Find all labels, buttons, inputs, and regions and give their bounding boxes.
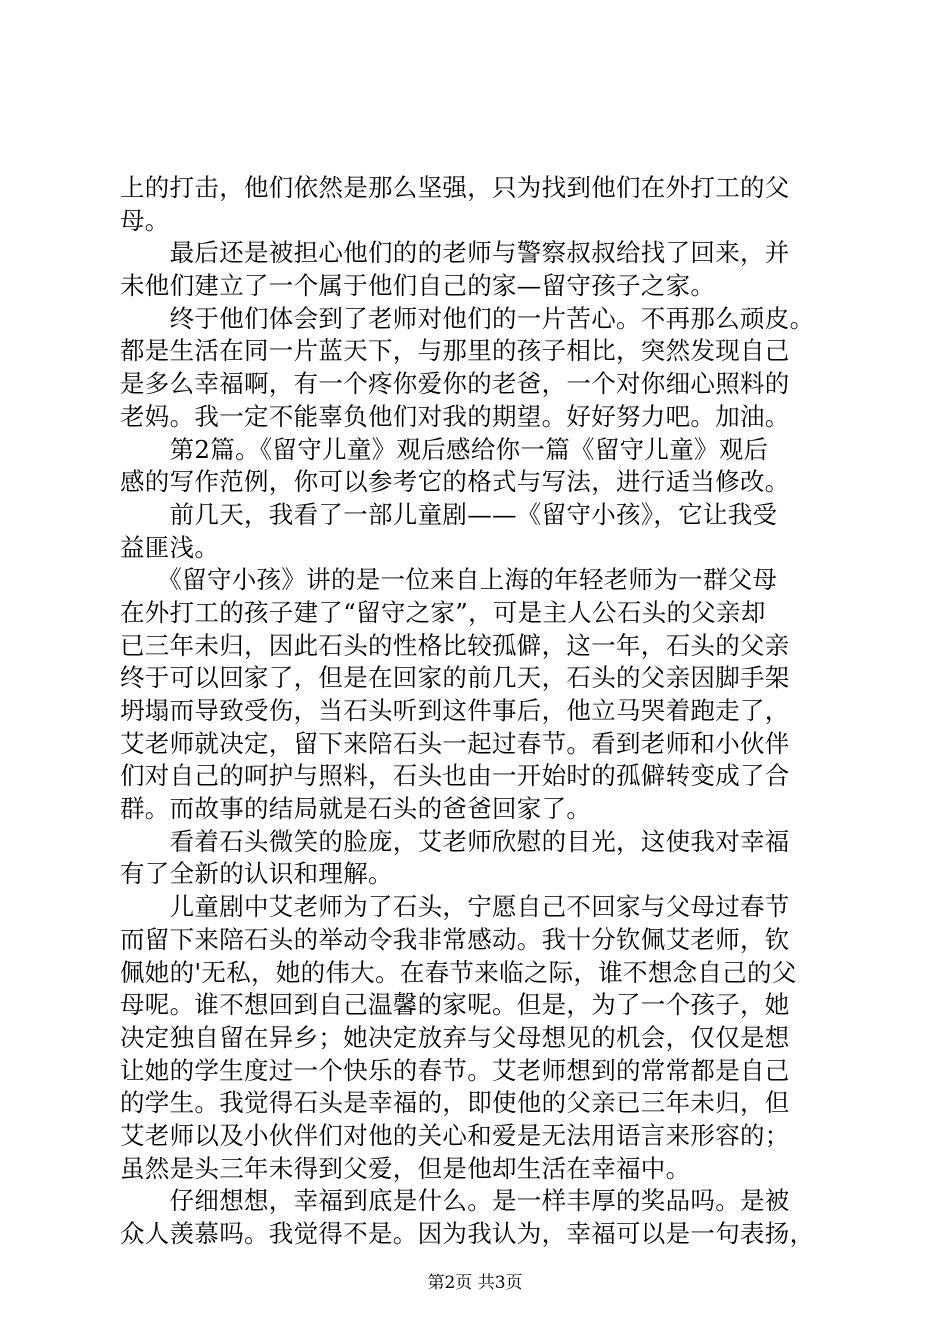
text-line: 在外打工的孩子建了“留守之家”，可是主人公石头的父亲却 (120, 597, 766, 627)
text-line: 决定独自留在异乡；她决定放弃与父母想见的机会，仅仅是想 (120, 1022, 790, 1052)
text-line: 看着石头微笑的脸庞，艾老师欣慰的目光，这使我对幸福 (120, 826, 790, 856)
text-line: 佩她的'无私，她的伟大。在春节来临之际，谁不想念自己的父 (120, 957, 797, 987)
text-line: 众人羡慕吗。我觉得不是。因为我认为，幸福可以是一句表扬， (120, 1219, 815, 1248)
text-line: 让她的学生度过一个快乐的春节。艾老师想到的常常都是自己 (120, 1055, 790, 1085)
text-line: 《留守小孩》讲的是一位来自上海的年轻老师为一群父母 (120, 565, 778, 595)
text-line: 艾老师就决定，留下来陪石头一起过春节。看到老师和小伙伴 (120, 728, 790, 758)
text-line: 感的写作范例，你可以参考它的格式与写法，进行适当修改。 (120, 467, 790, 497)
text-line: 第2篇。《留守儿童》观后感给你一篇《留守儿童》观后 (120, 434, 769, 464)
text-line: 老妈。我一定不能辜负他们对我的期望。好好努力吧。加油。 (120, 401, 790, 431)
text-line: 最后还是被担心他们的的老师与警察叔叔给找了回来，并 (120, 238, 790, 268)
text-line: 儿童剧中艾老师为了石头，宁愿自己不回家与父母过春节 (120, 892, 790, 922)
text-line: 母。 (120, 205, 170, 235)
text-line: 仔细想想，幸福到底是什么。是一样丰厚的奖品吗。是被 (120, 1186, 790, 1216)
text-line: 已三年未归，因此石头的性格比较孤僻，这一年，石头的父亲 (120, 630, 790, 660)
text-line: 母呢。谁不想回到自己温馨的家呢。但是，为了一个孩子，她 (120, 990, 790, 1020)
text-line: 都是生活在同一片蓝天下，与那里的孩子相比，突然发现自己 (120, 336, 790, 366)
text-line: 坍塌而导致受伤，当石头听到这件事后，他立马哭着跑走了， (120, 696, 790, 725)
text-line: 是多么幸福啊，有一个疼你爱你的老爸，一个对你细心照料的 (120, 369, 790, 399)
page-footer: 第2页 共3页 (427, 1273, 523, 1293)
text-line: 上的打击，他们依然是那么坚强，只为找到他们在外打工的父 (120, 173, 790, 202)
text-line: 有了全新的认识和理解。 (120, 859, 393, 889)
text-line: 群。而故事的结局就是石头的爸爸回家了。 (120, 794, 592, 824)
text-line: 虽然是头三年未得到父爱，但是他却生活在幸福中。 (120, 1153, 691, 1183)
text-line: 的学生。我觉得石头是幸福的，即使他的父亲已三年未归，但 (120, 1088, 790, 1118)
text-line: 们对自己的呵护与照料，石头也由一开始时的孤僻转变成了合 (120, 761, 790, 791)
document-body (120, 172, 848, 1251)
text-line: 益匪浅。 (120, 532, 220, 562)
text-line: 终于他们体会到了老师对他们的一片苦心。不再那么顽皮。 (120, 303, 815, 333)
text-line: 终于可以回家了，但是在回家的前几天，石头的父亲因脚手架 (120, 663, 790, 693)
text-line: 艾老师以及小伙伴们对他的关心和爱是无法用语言来形容的； (120, 1120, 790, 1150)
text-line: 而留下来陪石头的举动令我非常感动。我十分钦佩艾老师，钦 (120, 924, 790, 954)
text-line: 未他们建立了一个属于他们自己的家—留守孩子之家。 (120, 271, 716, 301)
text-line: 前几天，我看了一部儿童剧——《留守小孩》，它让我受 (120, 499, 778, 529)
